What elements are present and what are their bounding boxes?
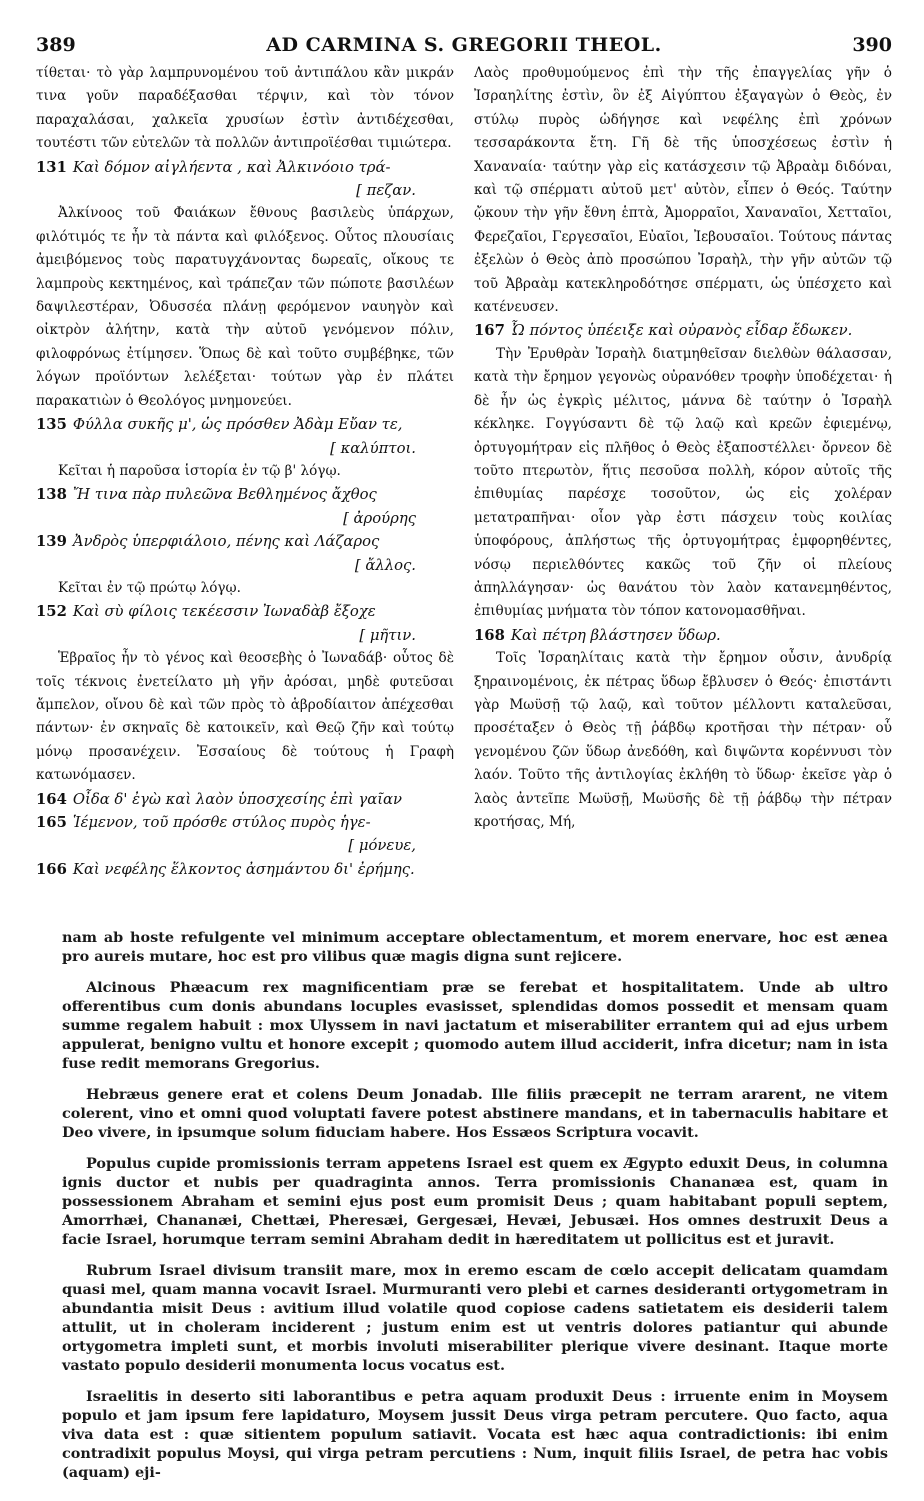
commentary-paragraph: Ἑβραῖος ἦν τὸ γένος καὶ θεοσεβὴς ὁ Ἰωναδάβ· οὗτος δὲ τοῖς τέκνοις ἐνετείλατο μὴ γῆν ἀρόσαι, μηδὲ φυτεῦσαι ἄμπελον, οἴνου δὲ καὶ τῶν πρὸς τὸ ἁβροδίαιτον ἀπέχεσθαι πάντων· ἐν σκηναῖς δὲ κατοικεῖν, καὶ Θεῷ ζῆν καὶ τούτῳ μόνῳ προσανέχειν. Ἐσσαίους δὲ τούτους ἡ Γραφὴ κατωνόμασεν.	[36, 650, 454, 784]
verse-number: 135	[36, 416, 67, 434]
greek-column-right	[474, 62, 892, 834]
latin-paragraph: Populus cupide promissionis terram appetens Israel est quem ex Ægypto eduxit Deus, in columna ignis ductor et nubis per quadraginta annos. Terra promissionis Chananæa est, quam in possessionem Abraham et semini ejus post eum promisit Deus ; quam habitabant populi septem, Amorrhæi, Chananæi, Chettæi, Pheresæi, Gergesæi, Hevæi, Jebusæi. Hos omnes destruxit Deus a facie Israel, horumque terram semini Abraham dedit in hæreditatem ut pollicitus est et juravit.	[62, 1155, 888, 1248]
commentary-paragraph: Κεῖται ἡ παροῦσα ἱστορία ἐν τῷ β' λόγῳ.	[58, 462, 341, 479]
page-header	[36, 34, 892, 58]
verse-text: Οἶδα δ' ἐγὼ καὶ λαὸν ὑποσχεσίης ἐπὶ γαῖαν	[72, 790, 403, 808]
verse-text: Φύλλα συκῆς μ', ὡς πρόσθεν Ἀδὰμ Εὔαν τε,	[72, 416, 403, 434]
verse-lemma	[36, 858, 454, 881]
verse-text: Καὶ πέτρη βλάστησεν ὕδωρ.	[510, 626, 721, 644]
verse-lemma	[474, 624, 892, 647]
page-number-left: 389	[36, 34, 76, 56]
verse-continuation: [ πεζαν.	[356, 182, 416, 200]
verse-text: Καὶ δόμον αἰγλήεντα , καὶ Ἀλκινόοιο τρά-	[72, 158, 391, 176]
latin-paragraph: nam ab hoste refulgente vel minimum acceptare oblectamentum, et morem enervare, hoc est æneа pro aureis mutare, hoc est pro vilibus quæ magis digna sunt rejicere.	[62, 929, 888, 965]
verse-text: Ἤ τινα πὰρ πυλεῶνα Βεθλημένος ἄχθος	[72, 486, 377, 504]
commentary-paragraph: Τὴν Ἐρυθρὰν Ἰσραὴλ διατμηθεῖσαν διελθὼν θάλασσαν, κατὰ τὴν ἔρημον γεγονὼς οὐρανόθεν τροφὴν ὑποδέχεται· ἡ δὲ ἦν ὡς ἐγκρὶς μέλιτος, μάννα δὲ ταύτην ὁ Ἰσραὴλ κέκληκε. Γογγύσαντι δὲ τῷ λαῷ καὶ κρεῶν ἐφιεμένῳ, ὀρτυγομήτραν εἰς πλῆθος ὁ Θεὸς ἐξαποστέλλει· ὄρνεον δὲ τοῦτο πτερωτὸν, ἥτις πεσοῦσα πολλὴ, κόρον αὐτοῖς τῆς ἐπιθυμίας παρέσχε τοσοῦτον, ὡς εἰς χολέραν μετατραπῆναι· οἷον γὰρ ἐστι πάσχειν τοὺς κοιλίας ὑποφόρους, ἀπλήστως τῆς ὀρτυγομήτρας ἐμφορηθέντες, νόσῳ περιελθόντες κακῶς τοῦ ζῆν οἱ πλείους ἀπηλλάγησαν· ὡς θανάτου τὸν λαὸν κατανεμηθέντος, ἐπιθυμίας μνήματα τὸν τόπον κατονομασθῆναι.	[474, 345, 892, 620]
verse-continuation: [ μῆτιν.	[359, 626, 416, 644]
verse-continuation: [ ἀρούρης	[343, 509, 416, 527]
verse-number: 165	[36, 814, 67, 831]
verse-text: Καὶ σὺ φίλοις τεκέεσσιν Ἰωναδὰβ ἔξοχε	[72, 603, 376, 621]
latin-paragraph: Hebræus genere erat et colens Deum Jonadab. Ille filiis præcepit ne terram ararent, ne vitem colerent, vino et omni quod voluptati favere potest abstinere mandans, et in tabernaculis habitare et Deo vivere, in ipsumque solum fiduciam habere. Hos Essæos Scriptura vocavit.	[62, 1086, 888, 1141]
verse-lemma	[474, 319, 892, 342]
greek-column-left	[36, 62, 454, 881]
verse-text: Καὶ νεφέλης ἕλκοντος ἀσημάντου δι' ἐρήμης.	[72, 860, 415, 878]
verse-continuation: [ ἄλλος.	[354, 556, 416, 574]
verse-number: 164	[36, 790, 67, 808]
verse-number: 166	[36, 860, 67, 878]
page-number-right: 390	[852, 34, 892, 56]
verse-continuation: [ καλύπτοι.	[330, 439, 416, 457]
verse-lemma	[36, 788, 454, 811]
verse-lemma	[36, 156, 454, 203]
verse-text: Ἀνδρὸς ὑπερφιάλοιο, πένης καὶ Λάζαρος	[72, 533, 380, 551]
verse-lemma	[36, 600, 454, 647]
verse-text: Ἱέμενον, τοῦ πρόσθε στύλος πυρὸς ἡγε-	[72, 814, 371, 831]
verse-lemma	[36, 530, 454, 577]
verse-number: 168	[474, 626, 505, 644]
verse-number: 138	[36, 486, 67, 504]
commentary-paragraph: Ἀλκίνοος τοῦ Φαιάκων ἔθνους βασιλεὺς ὑπάρχων, φιλότιμός τε ἦν τὰ πάντα καὶ φιλόξενος. Οὗτος πλουσίαις ἀμειβόμενος τοὺς παρατυγχάνοντας δωρεαῖς, οἴκους τε λαμπροὺς κεκτημένος, καὶ τράπεζαν τῶν πώποτε βασιλέων δαψιλεστέραν, Ὀδυσσέα πλάνῃ φερόμενον ναυηγὸν καὶ οἰκτρὸν ἀλήτην, κατὰ τὴν αὐτοῦ γενόμενον πόλιν, φιλοφρόνως ἐτίμησεν. Ὅπως δὲ καὶ τοῦτο συμβέβηκε, τῶν λόγων προϊόντων λελέξεται· τούτων γὰρ ἐν πλάτει παρακατιὼν ὁ Θεολόγος μνημονεύει.	[36, 205, 454, 409]
verse-number: 152	[36, 603, 67, 621]
latin-paragraph: Israelitis in deserto siti laborantibus e petra aquam produxit Deus : irruente enim in Moysem populo et jam ipsum fere lapidaturo, Moysem jussit Deus virga petram percutere. Quo facto, aqua viva data est : quæ sitientem populum satiavit. Vocata est hæc aqua contradictionis: ibi enim contradixit populus Moysi, qui virga petram percutiens : Num, inquit filiis Israel, de petra hac vobis (aquam) eji-	[62, 1388, 888, 1481]
verse-number: 139	[36, 533, 67, 551]
running-title: AD CARMINA S. GREGORII THEOL.	[266, 34, 662, 56]
verse-lemma	[36, 413, 454, 460]
latin-translation	[62, 928, 888, 1494]
commentary-paragraph: Λαὸς προθυμούμενος ἐπὶ τὴν τῆς ἐπαγγελίας γῆν ὁ Ἰσραηλίτης ἐστὶν, ὃν ἐξ Αἰγύπτου ἐξαγαγὼν ὁ Θεὸς, ἐν στύλῳ πυρὸς ὡδήγησε καὶ νεφέλης ἐπὶ χρόνων τεσσαράκοντα ἔτη. Γῆ δὲ τῆς ὑποσχέσεως ἐστὶν ἡ Χαναναία· ταύτην γὰρ εἰς κατάσχεσιν τῷ Ἀβραὰμ διδόναι, καὶ τῷ σπέρματι αὐτοῦ μετ' αὐτὸν, εἶπεν ὁ Θεός. Ταύτην ᾤκουν τὴν γῆν ἔθνη ἑπτὰ, Ἀμορραῖοι, Χαναναῖοι, Χετταῖοι, Φερεζαῖοι, Γεργεσαῖοι, Εὐαῖοι, Ἰεβουσαῖοι. Τούτους πάντας ἐξελὼν ὁ Θεὸς ἀπὸ προσώπου Ἰσραὴλ, τὴν γῆν αὐτῶν τῷ τοῦ Ἀβραὰμ κατεκληροδότησε σπέρματι, ὡς ὑπέσχετο καὶ κατένευσεν.	[474, 65, 892, 316]
verse-lemma	[36, 483, 454, 530]
latin-paragraph: Alcinous Phæacum rex magnificentiam præ se ferebat et hospitalitatem. Unde ab ultro offerentibus cum donis abundans locuples evasisset, splendidas domos possedit et mensam quam summe regalem habuit : mox Ulyssem in navi jactatum et miserabiliter errantem qui ad ejus urbem appulerat, benigno vultu et honore excepit ; quomodo autem illud acciderit, infra dicetur; nam in ista fuse redit memorans Gregorius.	[62, 979, 888, 1072]
latin-paragraph: Rubrum Israel divisum transiit mare, mox in eremo escam de cœlo accepit delicatam quamdam quasi mel, quam manna vocavit Israel. Murmuranti vero plebi et carnes desideranti ortygometram in abundantia misit Deus : avitium illud volatile quod copiose cadens satietatem eis desiderii talem attulit, ut in choleram inciderent ; justum enim est ut ventris dolores patiantur qui abunde ortygometra impleti sunt, et morbis involuti miserabiliter plerique vivere desinant. Itaque morte vastato populo desiderii monumenta locus vocatus est.	[62, 1262, 888, 1374]
verse-continuation: [ μόνευε,	[348, 837, 416, 855]
commentary-paragraph: τίθεται· τὸ γὰρ λαμπρυνομένου τοῦ ἀντιπάλου κἂν μικράν τινα γοῦν παραδέξασθαι τέρψιν, καὶ τὸν τόνον παραχαλάσαι, χαλκεῖα χρυσίων ἐστὶν ἀντιδέχεσθαι, τουτέστι τῶν εὐτελῶν τὰ πολλῶν ἀντιπροϊέσθαι τιμιώτερα.	[36, 65, 454, 152]
commentary-paragraph: Τοῖς Ἰσραηλίταις κατὰ τὴν ἔρημον οὖσιν, ἀνυδρίᾳ ξηραινομένοις, ἐκ πέτρας ὕδωρ ἔβλυσεν ὁ Θεός· ἐπιστάντι γὰρ Μωϋσῇ τῷ λαῷ, καὶ τοῦτον μέλλοντι καταλεῦσαι, προσέταξεν ὁ Θεὸς τῇ ῥάβδῳ κροτῆσαι τὴν πέτραν· οὗ γενομένου ζῶν ὕδωρ ἀνεδόθη, καὶ διψῶντα κορέννυσι τὸν λαόν. Τοῦτο τῆς ἀντιλογίας ἐκλήθη τὸ ὕδωρ· ἐκεῖσε γὰρ ὁ λαὸς ἀντεῖπε Μωϋσῇ, Μωϋσῆς δὲ τῇ ῥάβδῳ τὴν πέτραν κροτήσας, Μή,	[474, 650, 892, 830]
commentary-paragraph: Κεῖται ἐν τῷ πρώτῳ λόγῳ.	[58, 579, 241, 596]
verse-number: 167	[474, 322, 505, 340]
verse-text: Ὦ πόντος ὑπέειξε καὶ οὐρανὸς εἶδαρ ἔδωκεν.	[510, 322, 853, 340]
verse-lemma	[36, 811, 454, 858]
verse-number: 131	[36, 158, 67, 176]
